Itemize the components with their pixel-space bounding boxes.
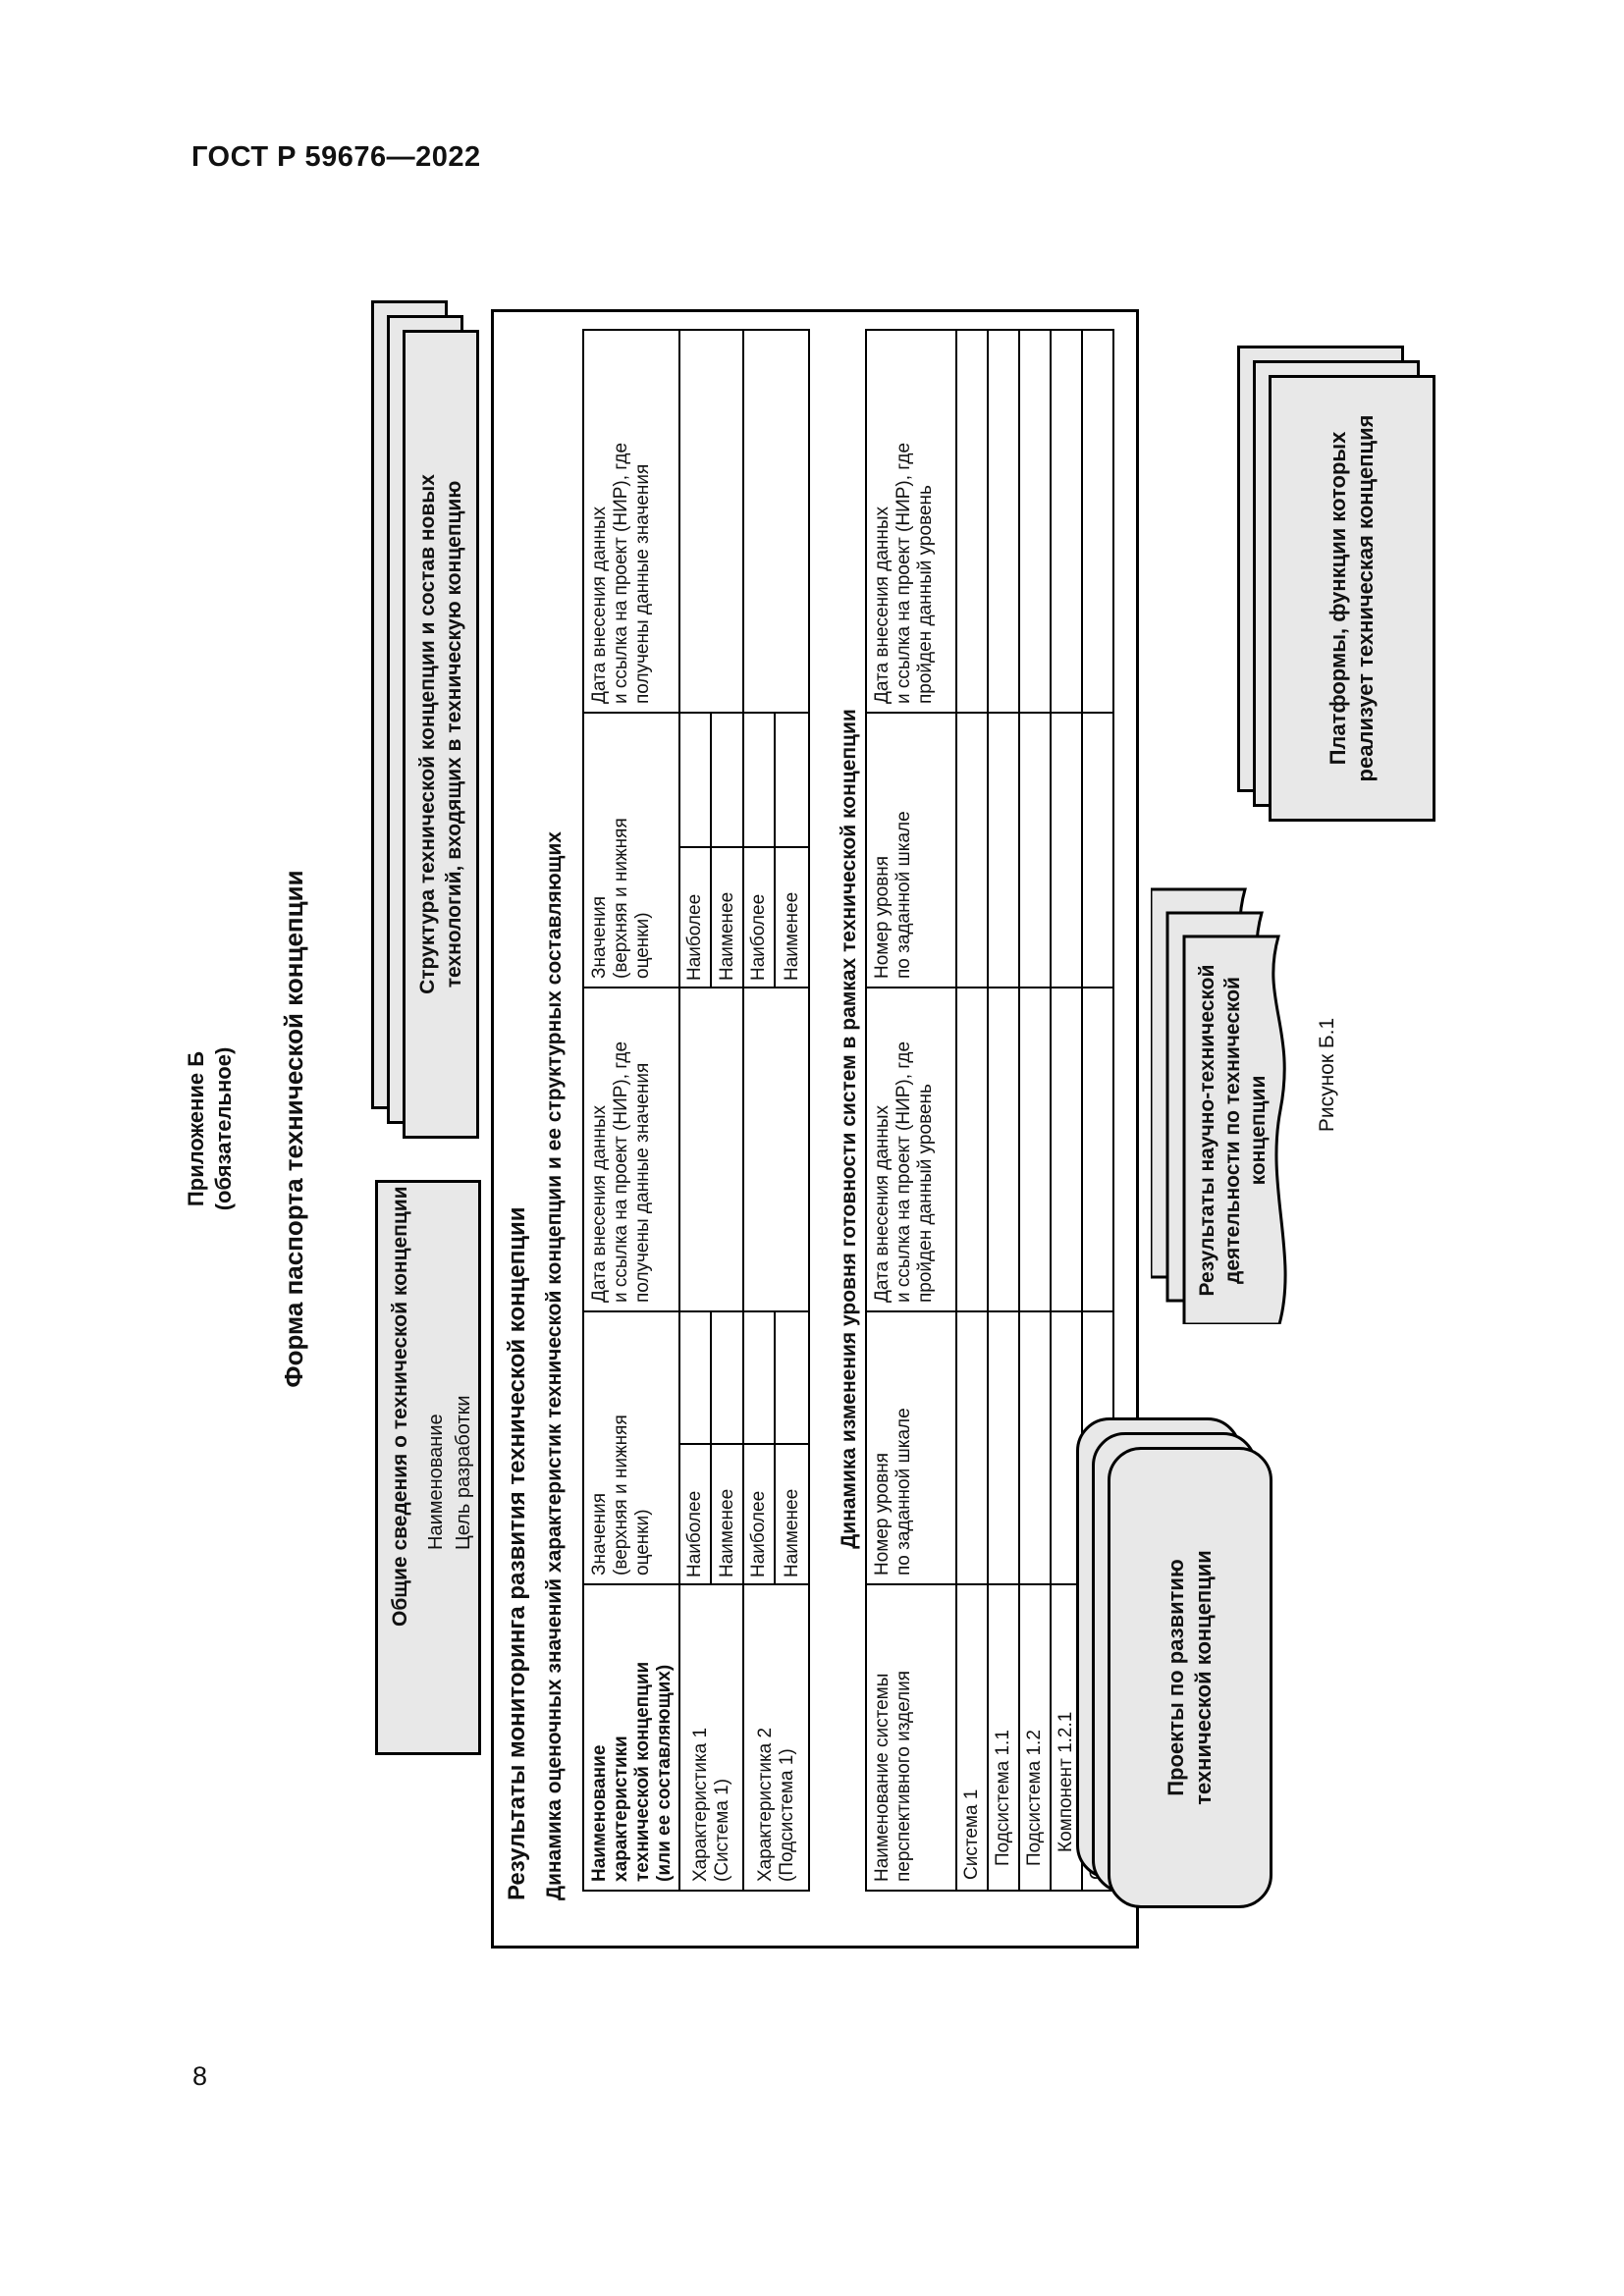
t2-row4-date-1 xyxy=(1052,988,1081,1310)
t1-row1-value-bottom-2 xyxy=(712,714,742,846)
t1-header-values2-l1: Значения xyxy=(589,896,610,979)
t1-row2-value-top-1 xyxy=(744,1312,774,1443)
t1-header-name xyxy=(584,1585,678,1890)
t2-row3-date-2 xyxy=(1020,331,1050,712)
t1-row1-label-bottom-1: Наименее xyxy=(712,1445,742,1583)
t1-row1-value-top-1 xyxy=(680,1312,710,1443)
t2-row-component121: Компонент 1.2.1 xyxy=(1052,1585,1081,1890)
t1-row1-date-2 xyxy=(680,331,742,712)
t1-header-date1-l1: Дата внесения данных xyxy=(589,1104,610,1303)
t2-header-name-l2: перспективного изделия xyxy=(893,1670,914,1882)
t2-row5-date-2 xyxy=(1083,331,1112,712)
general-info-title: Общие сведения о технической концепции xyxy=(389,1186,411,1627)
t2-row-system1: Система 1 xyxy=(957,1585,987,1890)
t2-header-level-2 xyxy=(867,714,955,987)
t2-row3-level-2 xyxy=(1020,714,1050,987)
t1-row2-label-top-1: Наиболее xyxy=(744,1445,774,1583)
t2-row1-date-1 xyxy=(957,988,987,1310)
t1-row1-name xyxy=(680,1585,742,1890)
t2-header-level1-l2: по заданной шкале xyxy=(893,1408,914,1575)
stack-layer-front xyxy=(403,330,479,1139)
t2-header-level-1 xyxy=(867,1312,955,1583)
t1-row2-date-2 xyxy=(744,331,808,712)
t2-header-date2-l2: и ссылка на проект (НИР), где xyxy=(893,442,914,704)
stack-layer-front xyxy=(1269,375,1435,822)
t2-row2-level-2 xyxy=(989,714,1018,987)
t1-header-name-l3: технической концепции xyxy=(632,1661,653,1882)
projects-label-line2: технической концепции xyxy=(1191,1550,1216,1805)
t2-row1-level-2 xyxy=(957,714,987,987)
platforms-label-line2: реализует техническая концепция xyxy=(1353,414,1378,782)
t2-header-date-2 xyxy=(867,331,955,712)
t1-header-values2-l2: (верхняя и нижняя xyxy=(611,818,631,979)
t1-header-values-2 xyxy=(584,714,678,987)
general-info-item-goal: Цель разработки xyxy=(453,1395,474,1550)
t1-header-values1-l1: Значения xyxy=(589,1493,610,1575)
t1-row1-label-top-2: Наиболее xyxy=(680,848,710,987)
t1-row2-value-bottom-1 xyxy=(776,1312,808,1443)
results-stack-label xyxy=(1184,936,1282,1324)
t1-row2-name-l1: Характеристика 2 xyxy=(754,1727,776,1882)
t2-header-date2-l3: пройден данный уровень xyxy=(915,485,936,704)
appendix-title: Приложение Б xyxy=(184,1050,208,1207)
t1-row1-value-top-2 xyxy=(680,714,710,846)
t1-row2-date-1 xyxy=(744,988,808,1310)
monitoring-subtitle-readiness: Динамика изменения уровня готовности систем в рамках технической концепции xyxy=(838,709,860,1549)
t1-header-name-l4: (или ее составляющих) xyxy=(654,1664,675,1882)
t2-row2-level-1 xyxy=(989,1312,1018,1583)
figure-caption: Рисунок Б.1 xyxy=(1316,1017,1338,1133)
t1-header-date-2 xyxy=(584,331,678,712)
t2-row3-level-1 xyxy=(1020,1312,1050,1583)
t1-header-values1-l3: оценки) xyxy=(632,1509,653,1575)
characteristics-table xyxy=(582,329,810,1892)
t2-header-level2-l1: Номер уровня xyxy=(872,855,893,979)
t1-row2-name-l2: (Подсистема 1) xyxy=(776,1748,797,1882)
t1-row2-value-top-2 xyxy=(744,714,774,846)
t2-row2-date-1 xyxy=(989,988,1018,1310)
appendix-subtitle: (обязательное) xyxy=(211,1046,236,1211)
t2-header-level1-l1: Номер уровня xyxy=(872,1452,893,1575)
t1-header-name-l2: характеристики xyxy=(611,1735,631,1882)
t1-header-date2-l3: получены данные значения xyxy=(632,463,653,704)
t2-row4-level-2 xyxy=(1052,714,1081,987)
t1-header-values-1 xyxy=(584,1312,678,1583)
appendix-heading xyxy=(183,309,238,1949)
t1-row1-name-l2: (Система 1) xyxy=(711,1778,732,1882)
t2-row3-date-1 xyxy=(1020,988,1050,1310)
monitoring-subtitle-characteristics: Динамика оценочных значений характеристик технической концепции и ее структурных составляющих xyxy=(543,831,566,1900)
t2-header-name xyxy=(867,1585,955,1890)
t2-header-date1-l3: пройден данный уровень xyxy=(915,1084,936,1303)
general-info-item-name: Наименование xyxy=(425,1414,447,1550)
t2-row1-level-1 xyxy=(957,1312,987,1583)
monitoring-results-box xyxy=(491,309,1139,1949)
t2-row1-date-2 xyxy=(957,331,987,712)
structure-label-line1: Структура технической концепции и состав новых xyxy=(416,474,439,994)
projects-label-line1: Проекты по развитию xyxy=(1164,1559,1188,1796)
t1-header-date-1 xyxy=(584,988,678,1310)
t1-row1-value-bottom-1 xyxy=(712,1312,742,1443)
results-label-line2: деятельности по технической xyxy=(1221,977,1244,1284)
t2-header-date-1 xyxy=(867,988,955,1310)
platforms-label-line1: Платформы, функции которых xyxy=(1326,431,1350,766)
t1-row2-label-bottom-2: Наименее xyxy=(776,848,808,987)
t1-header-date1-l3: получены данные значения xyxy=(632,1062,653,1303)
t2-row5-level-2 xyxy=(1083,714,1112,987)
monitoring-title: Результаты мониторинга развития технической концепции xyxy=(504,1206,530,1900)
t1-header-date2-l1: Дата внесения данных xyxy=(589,506,610,704)
t1-header-date1-l2: и ссылка на проект (НИР), где xyxy=(611,1041,631,1303)
results-label-line1: Результаты научно-технической xyxy=(1196,964,1218,1297)
t2-row-subsystem11: Подсистема 1.1 xyxy=(989,1585,1018,1890)
t2-row5-date-1 xyxy=(1083,988,1112,1310)
t1-header-date2-l2: и ссылка на проект (НИР), где xyxy=(611,442,631,704)
t2-header-date2-l1: Дата внесения данных xyxy=(872,506,893,704)
t2-header-date1-l1: Дата внесения данных xyxy=(872,1104,893,1303)
t2-header-date1-l2: и ссылка на проект (НИР), где xyxy=(893,1041,914,1303)
page-number: 8 xyxy=(192,2061,208,2091)
general-info-box xyxy=(375,1180,481,1755)
t1-row1-date-1 xyxy=(680,988,742,1310)
t2-header-name-l1: Наименование системы xyxy=(872,1673,893,1882)
t1-row1-label-bottom-2: Наименее xyxy=(712,848,742,987)
t1-header-values1-l2: (верхняя и нижняя xyxy=(611,1415,631,1575)
form-title: Форма паспорта технической концепции xyxy=(279,870,308,1388)
t2-row-subsystem12: Подсистема 1.2 xyxy=(1020,1585,1050,1890)
t2-header-level2-l2: по заданной шкале xyxy=(893,811,914,979)
stack-layer-front xyxy=(1108,1447,1272,1908)
t1-row2-label-bottom-1: Наименее xyxy=(776,1445,808,1583)
t1-row2-label-top-2: Наиболее xyxy=(744,848,774,987)
t1-row1-label-top-1: Наиболее xyxy=(680,1445,710,1583)
t1-row1-name-l1: Характеристика 1 xyxy=(689,1727,711,1882)
t1-header-name-l1: Наименование xyxy=(589,1744,610,1882)
t2-row2-date-2 xyxy=(989,331,1018,712)
t1-header-values2-l3: оценки) xyxy=(632,912,653,979)
standard-number-header: ГОСТ Р 59676—2022 xyxy=(191,141,481,173)
t1-row2-name xyxy=(744,1585,808,1890)
results-label-line3: концепции xyxy=(1247,1075,1270,1186)
structure-label-line2: технологий, входящих в техническую концепцию xyxy=(443,480,465,988)
t1-row2-value-bottom-2 xyxy=(776,714,808,846)
t2-row4-date-2 xyxy=(1052,331,1081,712)
